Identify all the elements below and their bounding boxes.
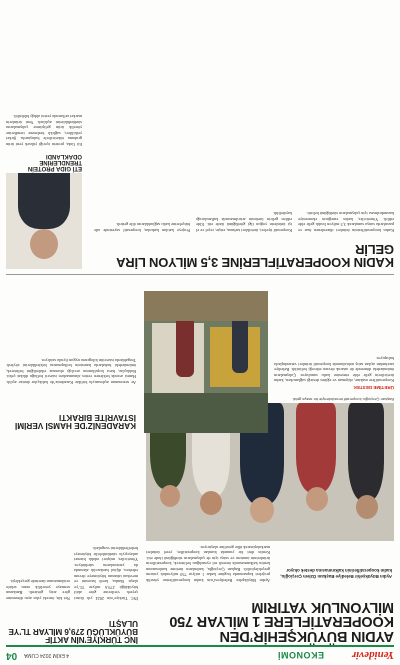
page-number: 04 — [6, 650, 18, 661]
executive-portrait — [6, 173, 82, 269]
market-photo — [144, 291, 268, 433]
main-body-2: Kooperatiflere makine, ekipman ve eğitim desteği sağlanırken, kadın üreticilerin gelir elde etmesine katkı sunuluyor. Çalışmaların önümüzdeki dönemde de artarak devam edeceği belirtildi. Belediye tarafından açılan satış noktalarında kooperatif ürünleri vatandaşlarla buluşuyor. — [274, 356, 394, 384]
brand-logo: Yenidevir — [351, 649, 394, 661]
bottom-body-1: Kadın kooperatiflerinin ürünleri düzenlenen fuar ve pazarlarda satışa sunularak 3,5 milyon liralık gelir elde edildi. Yöneticiler, kadın emeğinin ekonomiye kazandırılması için çalışmaların sürdüğünü belirtti. — [298, 211, 394, 233]
section-label: EKONOMİ — [277, 650, 324, 660]
issue-date: 4 EKİM 2024 CUMA — [24, 652, 70, 658]
main-article-col-1 — [274, 279, 394, 391]
masthead — [6, 645, 394, 661]
main-headline: AYDIN BÜYÜKŞEHİR’DEN KOOPERATİFLERE 1 MİLYAR 750 MİLYONLUK YATIRIM — [169, 599, 394, 644]
section-divider — [6, 274, 394, 275]
middle-headline: KARADENİZ’DE HAMSİ VERİMİ İSTAVRİTE BIRAKTI — [15, 412, 136, 430]
side-bottom-article — [6, 11, 82, 147]
bottom-col-3 — [94, 11, 190, 233]
sidebar-headline: İNC TÜRKİYE’NİN AKTİF BÜYÜKLÜĞÜ 279,6 MİLYAR TL’YE ULAŞTI — [8, 618, 138, 644]
sidebar-col-2 — [6, 435, 70, 601]
main-photo-caption: Başkan Çerçioğlu kooperatif temsilcileriyle bir araya geldi. — [291, 397, 394, 402]
side-bottom-headline: ETİ GIDA PROTEİN TRENDLERİNE ODAKLANDI — [27, 153, 82, 171]
side-bottom-body: Eti Gıda, protein içeriği yüksek yeni ürün grubunu tüketicilerle buluşturdu. Şirket yetkilileri, sağlıklı beslenme trendlerine yönelik ürün geliştirme çalışmalarını sürdürdüklerini açıkladı. Yeni ürünlerin market raflarında yerini aldığı bildirildi. — [6, 114, 82, 147]
bottom-body-2: Kooperatif üyeleri, ürettikleri tarhana, erişte, reçel ve el işi ürünlerin yoğun ilgi gördüğünü ifade etti. Elde edilen gelirin üretimin artırılmasında kullanılacağı kaydedildi. — [196, 211, 292, 233]
sidebar-col-1 — [74, 435, 138, 601]
middle-article — [6, 279, 136, 385]
main-article-intro — [146, 543, 270, 583]
bottom-col-1 — [298, 11, 394, 233]
middle-body: Av sezonunun açılmasıyla birlikte Karadeniz’de balıkçılar denize açıldı. Hamsi avında beklenen verim alınamazken istavrit bolluğu dikkat çekti. Balıkçılar, hava koşullarının avcılığı olumsuz etkilediğini belirterek, önümüzdeki haftalarda hamsinin bollaşmasını beklediklerini söyledi. Tezgahlarda istavritin kilogramı uygun fiyatla satılıyor. — [6, 358, 136, 385]
bottom-col-2 — [196, 11, 292, 233]
bottom-headline: KADIN KOOPERATİFLERİNE 3,5 MİLYON LİRA GELİR — [116, 242, 394, 270]
main-body-1: Aydın Büyükşehir Belediyesi’nin kadın kooperatiflerine yönelik projeleri kapsamında bugüne kadar 1 milyar 750 milyonluk yatırım gerçekleştirildi. Başkan Çerçioğlu, kadınların üretime katılmasının kentin kalkınmasında önemli rol oynadığını belirterek, kooperatiflerin ürünlerinin tanıtımı ve satışı için de çalışmaların sürdüğünü ifade etti. Kentin dört bir yanında kurulan kooperatifler, yerel ürünleri markalaştırarak ülke geneline ulaştırıyor. — [146, 545, 270, 583]
main-subheading: ÜRETİME DESTEK — [353, 385, 394, 390]
bottom-body-3: Projeye katılan kadınlar, kooperatif sayesinde aile bütçelerine katkı sağladıklarını dile getirdi. — [94, 222, 190, 233]
sidebar-body-1: İNC Türkiye’nin 2024 yılı ikinci çeyrek verilerine göre aktif büyüklüğü 279,6 milyar TL’ye ulaştı. Banka, kredi hacmini ve mevduat tabanını büyütmeye devam ederken, dijital bankacılık alanında da yatırımlarını sürdürüyor. Yöneticiler, müşteri odaklı hizmet anlayışıyla sürdürülebilir büyümeyi hedeflediklerini vurguladı. — [74, 546, 138, 601]
sidebar-body-2: Net kâr, önceki yılın aynı dönemine göre artış gösterdi. Bankanın sermaye yeterlilik oranı sektör ortalamasının üzerinde gerçekleşti. — [6, 579, 70, 601]
main-kicker: Aydın Büyükşehir Belediye Başkanı Özlem Çerçioğlu, kadın kooperatiflerinin kalkınmasına destek oluyor — [280, 567, 392, 579]
